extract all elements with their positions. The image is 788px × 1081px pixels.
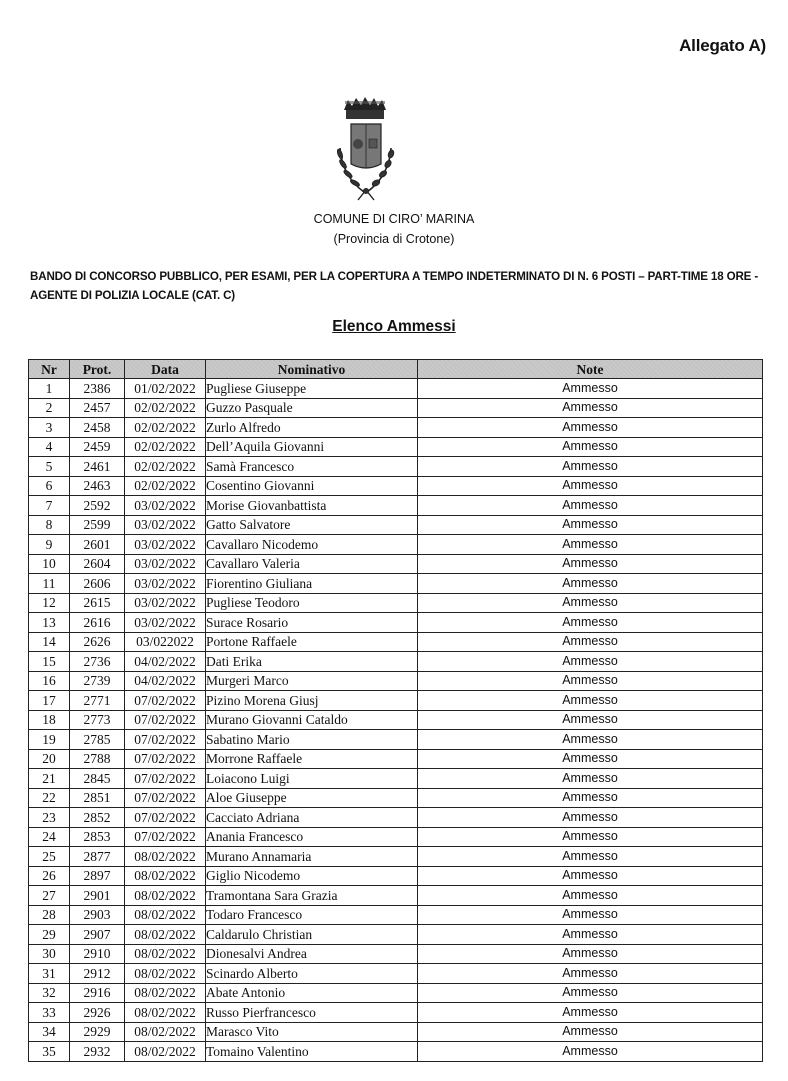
- table-row: [29, 437, 763, 457]
- cell-nr: 13: [29, 613, 70, 633]
- cell-prot: 2626: [70, 632, 125, 652]
- cell-data: 08/02/2022: [125, 1042, 206, 1062]
- cell-note: Ammesso: [418, 964, 763, 984]
- cell-data: 08/02/2022: [125, 905, 206, 925]
- cell-nr: 19: [29, 730, 70, 750]
- cell-nr: 11: [29, 574, 70, 594]
- cell-nr: 27: [29, 886, 70, 906]
- cell-note: Ammesso: [418, 1003, 763, 1023]
- table-row: [29, 905, 763, 925]
- table-row: [29, 515, 763, 535]
- cell-nominativo: Marasco Vito: [206, 1022, 418, 1042]
- crown-icon: [344, 97, 386, 119]
- cell-data: 02/02/2022: [125, 437, 206, 457]
- cell-data: 08/02/2022: [125, 886, 206, 906]
- cell-prot: 2932: [70, 1042, 125, 1062]
- cell-note: Ammesso: [418, 496, 763, 516]
- cell-note: Ammesso: [418, 1022, 763, 1042]
- cell-nr: 20: [29, 749, 70, 769]
- cell-nominativo: Giglio Nicodemo: [206, 866, 418, 886]
- table-row: [29, 944, 763, 964]
- cell-note: Ammesso: [418, 593, 763, 613]
- cell-nominativo: Cacciato Adriana: [206, 808, 418, 828]
- cell-data: 08/02/2022: [125, 866, 206, 886]
- cell-nr: 28: [29, 905, 70, 925]
- table-row: [29, 769, 763, 789]
- column-header-nominativo: Nominativo: [206, 360, 418, 379]
- cell-data: 08/02/2022: [125, 1022, 206, 1042]
- cell-nominativo: Murano Giovanni Cataldo: [206, 710, 418, 730]
- cell-nominativo: Aloe Giuseppe: [206, 788, 418, 808]
- cell-nominativo: Abate Antonio: [206, 983, 418, 1003]
- table-row: [29, 398, 763, 418]
- cell-nominativo: Scinardo Alberto: [206, 964, 418, 984]
- cell-data: 07/02/2022: [125, 827, 206, 847]
- shield-icon: [351, 124, 381, 168]
- cell-nominativo: Gatto Salvatore: [206, 515, 418, 535]
- cell-nr: 31: [29, 964, 70, 984]
- cell-prot: 2771: [70, 691, 125, 711]
- cell-nominativo: Dionesalvi Andrea: [206, 944, 418, 964]
- cell-data: 04/02/2022: [125, 671, 206, 691]
- cell-note: Ammesso: [418, 866, 763, 886]
- cell-nr: 10: [29, 554, 70, 574]
- cell-nominativo: Pizino Morena Giusj: [206, 691, 418, 711]
- cell-data: 07/02/2022: [125, 749, 206, 769]
- table-row: [29, 691, 763, 711]
- cell-data: 01/02/2022: [125, 379, 206, 399]
- cell-note: Ammesso: [418, 632, 763, 652]
- cell-nominativo: Loiacono Luigi: [206, 769, 418, 789]
- cell-prot: 2458: [70, 418, 125, 438]
- cell-prot: 2459: [70, 437, 125, 457]
- cell-data: 03/02/2022: [125, 515, 206, 535]
- coat-of-arms-icon: [318, 96, 413, 206]
- table-row: [29, 1003, 763, 1023]
- cell-prot: 2912: [70, 964, 125, 984]
- cell-nr: 16: [29, 671, 70, 691]
- cell-note: Ammesso: [418, 827, 763, 847]
- table-header-row: [29, 360, 763, 379]
- cell-note: Ammesso: [418, 983, 763, 1003]
- cell-note: Ammesso: [418, 515, 763, 535]
- cell-nominativo: Anania Francesco: [206, 827, 418, 847]
- cell-prot: 2601: [70, 535, 125, 555]
- cell-note: Ammesso: [418, 691, 763, 711]
- table-row: [29, 632, 763, 652]
- municipality-name: COMUNE DI CIRO’ MARINA: [313, 212, 475, 226]
- cell-prot: 2604: [70, 554, 125, 574]
- cell-prot: 2851: [70, 788, 125, 808]
- cell-nominativo: Murano Annamaria: [206, 847, 418, 867]
- cell-note: Ammesso: [418, 418, 763, 438]
- cell-data: 07/02/2022: [125, 769, 206, 789]
- cell-data: 02/02/2022: [125, 457, 206, 477]
- cell-nr: 25: [29, 847, 70, 867]
- cell-prot: 2615: [70, 593, 125, 613]
- cell-prot: 2910: [70, 944, 125, 964]
- table-row: [29, 1042, 763, 1062]
- cell-prot: 2845: [70, 769, 125, 789]
- cell-nr: 12: [29, 593, 70, 613]
- notice-title: BANDO DI CONCORSO PUBBLICO, PER ESAMI, PER LA COPERTURA A TEMPO INDETERMINATO DI N. 6 POSTI – PART-TIME 18 ORE - AGENTE DI POLIZIA LOCALE (CAT. C): [30, 270, 759, 302]
- cell-prot: 2926: [70, 1003, 125, 1023]
- cell-prot: 2785: [70, 730, 125, 750]
- cell-prot: 2616: [70, 613, 125, 633]
- column-header-prot: Prot.: [70, 360, 125, 379]
- cell-nominativo: Portone Raffaele: [206, 632, 418, 652]
- cell-data: 03/02/2022: [125, 593, 206, 613]
- cell-nr: 34: [29, 1022, 70, 1042]
- cell-nr: 17: [29, 691, 70, 711]
- cell-note: Ammesso: [418, 652, 763, 672]
- cell-note: Ammesso: [418, 925, 763, 945]
- cell-note: Ammesso: [418, 944, 763, 964]
- cell-data: 08/02/2022: [125, 847, 206, 867]
- cell-prot: 2916: [70, 983, 125, 1003]
- cell-note: Ammesso: [418, 437, 763, 457]
- attachment-label: Allegato A): [679, 36, 766, 55]
- cell-data: 07/02/2022: [125, 730, 206, 750]
- cell-nominativo: Morrone Raffaele: [206, 749, 418, 769]
- cell-data: 08/02/2022: [125, 964, 206, 984]
- table-row: [29, 827, 763, 847]
- cell-note: Ammesso: [418, 554, 763, 574]
- cell-note: Ammesso: [418, 1042, 763, 1062]
- cell-nominativo: Cavallaro Nicodemo: [206, 535, 418, 555]
- cell-data: 03/022022: [125, 632, 206, 652]
- table-row: [29, 847, 763, 867]
- cell-prot: 2736: [70, 652, 125, 672]
- cell-nominativo: Dati Erika: [206, 652, 418, 672]
- cell-note: Ammesso: [418, 847, 763, 867]
- cell-prot: 2461: [70, 457, 125, 477]
- cell-note: Ammesso: [418, 398, 763, 418]
- cell-nominativo: Murgeri Marco: [206, 671, 418, 691]
- cell-nominativo: Zurlo Alfredo: [206, 418, 418, 438]
- cell-note: Ammesso: [418, 905, 763, 925]
- cell-note: Ammesso: [418, 535, 763, 555]
- cell-nominativo: Samà Francesco: [206, 457, 418, 477]
- cell-data: 04/02/2022: [125, 652, 206, 672]
- table-row: [29, 652, 763, 672]
- cell-nr: 3: [29, 418, 70, 438]
- province-name: (Provincia di Crotone): [333, 232, 455, 246]
- cell-nr: 5: [29, 457, 70, 477]
- cell-prot: 2592: [70, 496, 125, 516]
- cell-nominativo: Cavallaro Valeria: [206, 554, 418, 574]
- table-row: [29, 788, 763, 808]
- cell-nominativo: Cosentino Giovanni: [206, 476, 418, 496]
- table-row: [29, 886, 763, 906]
- cell-nominativo: Pugliese Teodoro: [206, 593, 418, 613]
- cell-note: Ammesso: [418, 457, 763, 477]
- cell-prot: 2852: [70, 808, 125, 828]
- cell-nr: 14: [29, 632, 70, 652]
- table-row: [29, 925, 763, 945]
- cell-prot: 2853: [70, 827, 125, 847]
- cell-data: 03/02/2022: [125, 613, 206, 633]
- table-row: [29, 574, 763, 594]
- cell-note: Ammesso: [418, 886, 763, 906]
- list-title: Elenco Ammessi: [332, 318, 456, 335]
- cell-nr: 23: [29, 808, 70, 828]
- cell-nr: 33: [29, 1003, 70, 1023]
- cell-note: Ammesso: [418, 671, 763, 691]
- cell-nr: 9: [29, 535, 70, 555]
- table-row: [29, 808, 763, 828]
- cell-data: 02/02/2022: [125, 398, 206, 418]
- cell-prot: 2463: [70, 476, 125, 496]
- table-row: [29, 457, 763, 477]
- cell-nr: 35: [29, 1042, 70, 1062]
- cell-data: 03/02/2022: [125, 535, 206, 555]
- cell-prot: 2877: [70, 847, 125, 867]
- column-header-nr: Nr: [29, 360, 70, 379]
- table-row: [29, 418, 763, 438]
- cell-prot: 2901: [70, 886, 125, 906]
- cell-data: 07/02/2022: [125, 808, 206, 828]
- cell-note: Ammesso: [418, 730, 763, 750]
- cell-nominativo: Tomaino Valentino: [206, 1042, 418, 1062]
- column-header-data: Data: [125, 360, 206, 379]
- cell-nominativo: Sabatino Mario: [206, 730, 418, 750]
- cell-nominativo: Pugliese Giuseppe: [206, 379, 418, 399]
- cell-data: 07/02/2022: [125, 710, 206, 730]
- cell-nominativo: Todaro Francesco: [206, 905, 418, 925]
- cell-data: 03/02/2022: [125, 554, 206, 574]
- cell-nr: 1: [29, 379, 70, 399]
- cell-note: Ammesso: [418, 476, 763, 496]
- cell-nominativo: Morise Giovanbattista: [206, 496, 418, 516]
- cell-nominativo: Fiorentino Giuliana: [206, 574, 418, 594]
- table-row: [29, 1022, 763, 1042]
- cell-data: 08/02/2022: [125, 1003, 206, 1023]
- cell-note: Ammesso: [418, 379, 763, 399]
- cell-nominativo: Surace Rosario: [206, 613, 418, 633]
- cell-prot: 2903: [70, 905, 125, 925]
- table-row: [29, 749, 763, 769]
- cell-prot: 2386: [70, 379, 125, 399]
- cell-prot: 2788: [70, 749, 125, 769]
- cell-data: 02/02/2022: [125, 476, 206, 496]
- cell-prot: 2773: [70, 710, 125, 730]
- table-row: [29, 671, 763, 691]
- cell-nr: 2: [29, 398, 70, 418]
- column-header-note: Note: [418, 360, 763, 379]
- cell-prot: 2907: [70, 925, 125, 945]
- table-row: [29, 476, 763, 496]
- cell-nr: 18: [29, 710, 70, 730]
- admitted-candidates-table: [28, 359, 763, 1062]
- cell-nr: 32: [29, 983, 70, 1003]
- cell-prot: 2739: [70, 671, 125, 691]
- cell-data: 07/02/2022: [125, 691, 206, 711]
- cell-nr: 15: [29, 652, 70, 672]
- cell-data: 08/02/2022: [125, 944, 206, 964]
- table-row: [29, 613, 763, 633]
- cell-nr: 22: [29, 788, 70, 808]
- cell-data: 03/02/2022: [125, 496, 206, 516]
- cell-nr: 29: [29, 925, 70, 945]
- table-row: [29, 964, 763, 984]
- table-row: [29, 379, 763, 399]
- cell-prot: 2897: [70, 866, 125, 886]
- cell-nominativo: Guzzo Pasquale: [206, 398, 418, 418]
- cell-data: 08/02/2022: [125, 925, 206, 945]
- cell-note: Ammesso: [418, 613, 763, 633]
- cell-nr: 24: [29, 827, 70, 847]
- cell-nr: 6: [29, 476, 70, 496]
- cell-nr: 4: [29, 437, 70, 457]
- table-row: [29, 593, 763, 613]
- cell-data: 02/02/2022: [125, 418, 206, 438]
- cell-prot: 2457: [70, 398, 125, 418]
- cell-prot: 2929: [70, 1022, 125, 1042]
- cell-nr: 26: [29, 866, 70, 886]
- table-row: [29, 496, 763, 516]
- cell-prot: 2606: [70, 574, 125, 594]
- table-row: [29, 710, 763, 730]
- cell-note: Ammesso: [418, 769, 763, 789]
- cell-nr: 21: [29, 769, 70, 789]
- cell-nominativo: Caldarulo Christian: [206, 925, 418, 945]
- table-row: [29, 866, 763, 886]
- cell-note: Ammesso: [418, 788, 763, 808]
- cell-nr: 30: [29, 944, 70, 964]
- cell-prot: 2599: [70, 515, 125, 535]
- table-row: [29, 554, 763, 574]
- cell-nr: 7: [29, 496, 70, 516]
- cell-nominativo: Russo Pierfrancesco: [206, 1003, 418, 1023]
- table-row: [29, 535, 763, 555]
- table-row: [29, 983, 763, 1003]
- table-row: [29, 730, 763, 750]
- cell-nominativo: Tramontana Sara Grazia: [206, 886, 418, 906]
- cell-nominativo: Dell’Aquila Giovanni: [206, 437, 418, 457]
- cell-nr: 8: [29, 515, 70, 535]
- cell-data: 03/02/2022: [125, 574, 206, 594]
- cell-note: Ammesso: [418, 574, 763, 594]
- cell-data: 08/02/2022: [125, 983, 206, 1003]
- cell-data: 07/02/2022: [125, 788, 206, 808]
- cell-note: Ammesso: [418, 710, 763, 730]
- cell-note: Ammesso: [418, 808, 763, 828]
- cell-note: Ammesso: [418, 749, 763, 769]
